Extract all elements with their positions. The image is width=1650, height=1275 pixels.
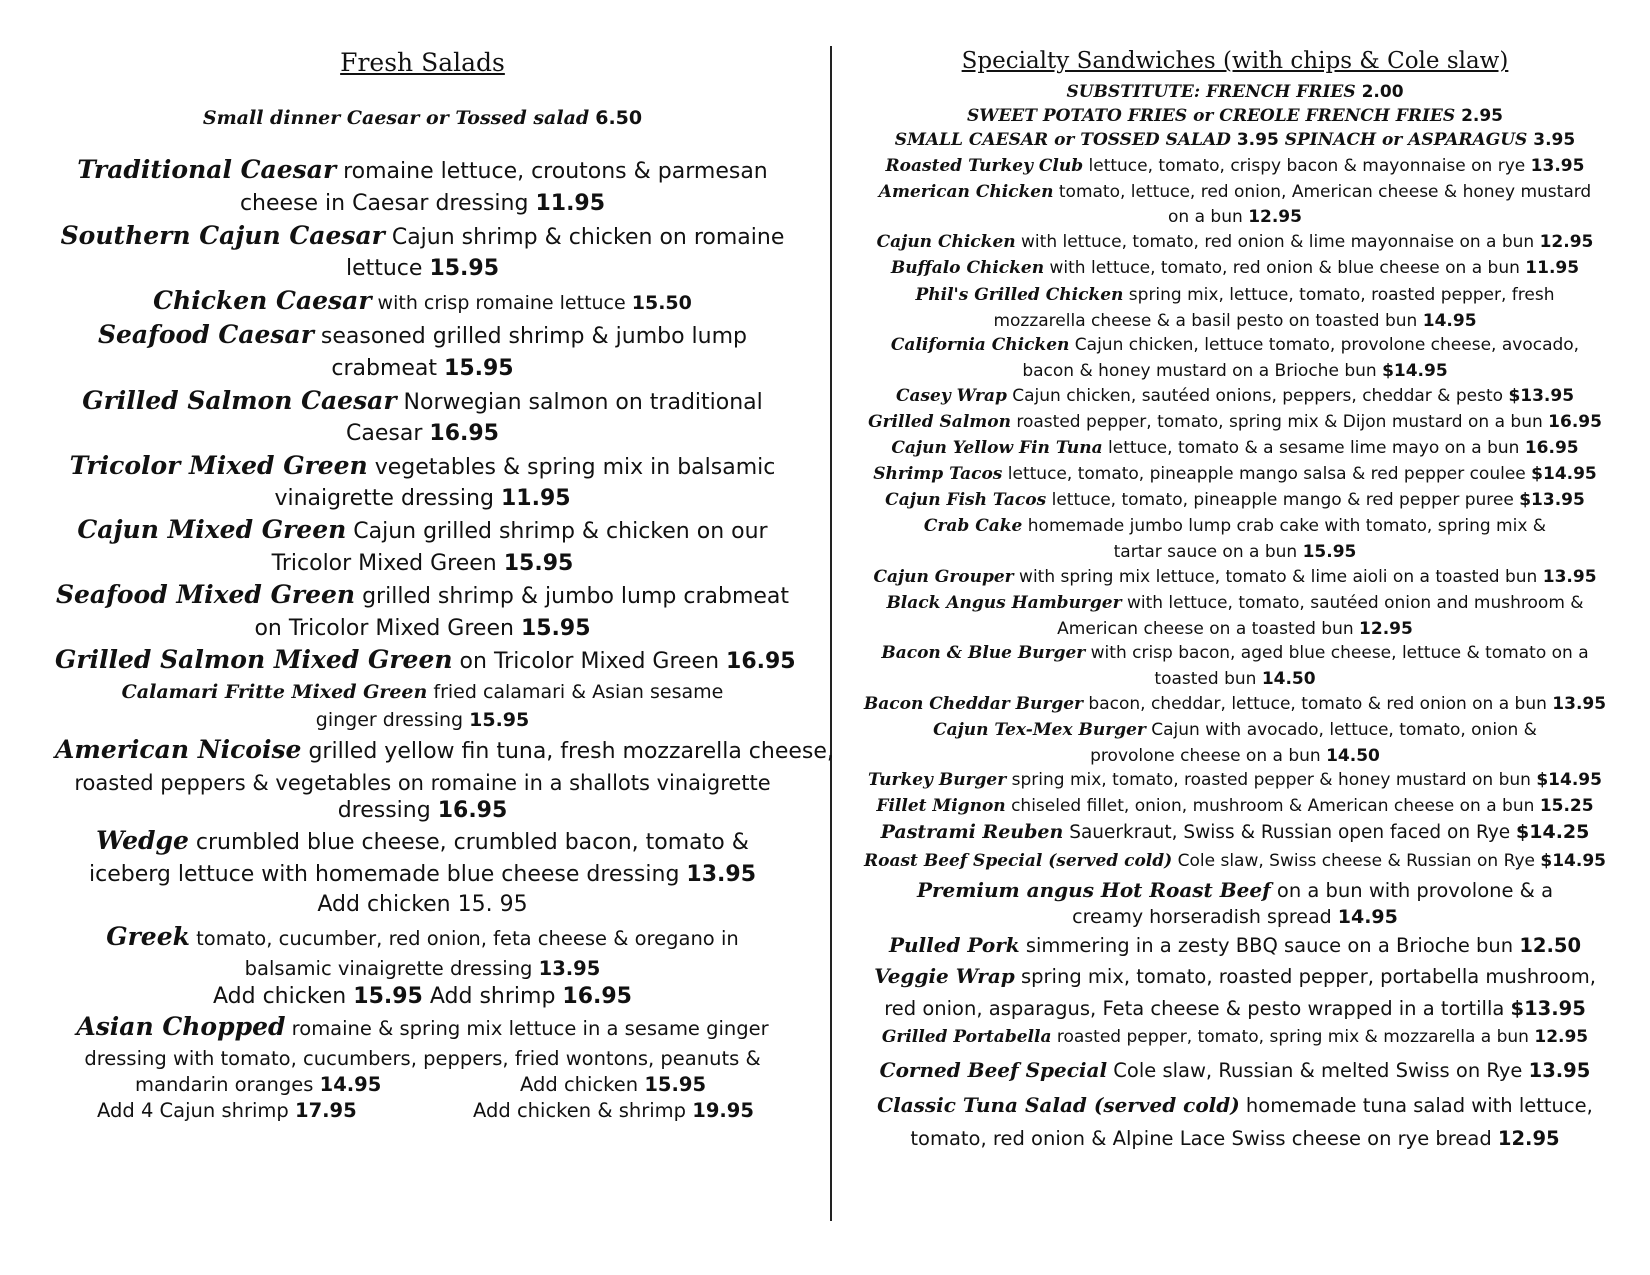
- item-price: 14.50: [1261, 669, 1316, 689]
- item-price: 12.50: [1519, 934, 1582, 957]
- menu-item-cont: cheese in Caesar dressing 11.95: [239, 191, 606, 216]
- item-name: Pastrami Reuben: [880, 821, 1064, 843]
- menu-item: Grilled Portabella roasted pepper, tomato, spring mix & mozzarella a bun 12.95: [881, 1027, 1589, 1047]
- item-name: Shrimp Tacos: [873, 464, 1003, 484]
- item-name: American Chicken: [878, 182, 1054, 202]
- item-name: Roast Beef Special (served cold): [864, 851, 1173, 871]
- item-price: 15.50: [631, 292, 692, 314]
- menu-item-cont: dressing 16.95: [337, 798, 508, 823]
- item-name: Casey Wrap: [895, 386, 1007, 406]
- item-name: Cajun Fish Tacos: [885, 490, 1047, 510]
- item-price: 14.95: [1422, 311, 1477, 331]
- menu-item: Shrimp Tacos lettuce, tomato, pineapple mango salsa & red pepper coulee $14.95: [873, 464, 1597, 484]
- item-price: 12.95: [1248, 207, 1302, 227]
- item-name: Fillet Mignon: [876, 796, 1006, 816]
- menu-item: Phil's Grilled Chicken spring mix, lettuce, tomato, roasted pepper, fresh: [915, 285, 1555, 305]
- menu-item: Cajun Yellow Fin Tuna lettuce, tomato & a sesame lime mayo on a bun 16.95: [891, 438, 1579, 458]
- menu-item: Grilled Salmon roasted pepper, tomato, spring mix & Dijon mustard on a bun 16.95: [868, 412, 1602, 432]
- item-price: 16.95: [429, 421, 499, 446]
- menu-item: Grilled Salmon Mixed Green on Tricolor Mixed Green 16.95: [55, 645, 796, 674]
- item-price: 13.95: [1528, 1059, 1591, 1082]
- item-price: $13.95: [1510, 997, 1586, 1020]
- menu-item: Buffalo Chicken with lettuce, tomato, red onion & blue cheese on a bun 11.95: [890, 258, 1580, 278]
- item-name: Cajun Yellow Fin Tuna: [891, 438, 1103, 458]
- item-name: Grilled Portabella: [881, 1027, 1052, 1047]
- menu-item: Cajun Grouper with spring mix lettuce, tomato & lime aioli on a toasted bun 13.95: [873, 567, 1597, 587]
- menu-item: Cajun Tex-Mex Burger Cajun with avocado, lettuce, tomato, onion &: [933, 720, 1537, 740]
- item-price: 12.95: [1534, 1027, 1589, 1047]
- item-price: $14.95: [1382, 361, 1448, 381]
- menu-item: California Chicken Cajun chicken, lettuce tomato, provolone cheese, avocado,: [890, 335, 1580, 355]
- menu-item: [55, 155, 790, 187]
- item-name: Veggie Wrap: [874, 964, 1015, 988]
- item-price: 14.50: [1326, 746, 1380, 766]
- menu-item-cont: American cheese on a toasted bun 12.95: [1057, 619, 1413, 639]
- add-on-line: Add chicken 15.95 Add shrimp 16.95: [212, 984, 632, 1009]
- item-price: 15.95: [469, 709, 530, 731]
- item-name: Corned Beef Special: [879, 1058, 1108, 1082]
- menu-item-cont: lettuce 15.95: [345, 256, 500, 281]
- item-price: 13.95: [1552, 694, 1607, 714]
- menu-item-cont: toasted bun 14.50: [1154, 669, 1316, 689]
- item-price: 16.95: [726, 649, 796, 674]
- item-name: Bacon Cheddar Burger: [863, 694, 1083, 714]
- item-price: 11.95: [535, 191, 606, 216]
- item-price: 12.95: [1359, 619, 1413, 639]
- menu-item: Black Angus Hamburger with lettuce, tomato, sautéed onion and mushroom &: [886, 593, 1584, 613]
- menu-item-cont: on a bun 12.95: [1168, 207, 1302, 227]
- item-name: Buffalo Chicken: [890, 258, 1045, 278]
- menu-item-cont: iceberg lettuce with homemade blue cheese dressing 13.95: [88, 862, 757, 887]
- menu-item: Asian Chopped romaine & spring mix lettuce in a sesame ginger: [76, 1012, 769, 1041]
- menu-item-cont: balsamic vinaigrette dressing 13.95: [244, 957, 601, 980]
- add-on-line: Add chicken 15. 95: [317, 892, 528, 917]
- item-price: 13.95: [686, 862, 757, 887]
- item-name: Seafood Caesar: [97, 320, 314, 349]
- item-price: 15.25: [1539, 796, 1594, 816]
- item-name: Grilled Salmon: [868, 412, 1011, 432]
- menu-item: Tricolor Mixed Green vegetables & spring mix in balsamic: [69, 451, 776, 480]
- menu-item: Cajun Fish Tacos lettuce, tomato, pineapple mango & red pepper puree $13.95: [885, 490, 1585, 510]
- menu-item-cont: ginger dressing 15.95: [315, 709, 530, 731]
- menu-item: Chicken Caesar with crisp romaine lettuce 15.50: [153, 286, 692, 315]
- item-name: Tricolor Mixed Green: [69, 451, 368, 480]
- item-price: 11.95: [1525, 258, 1580, 278]
- column-divider: [830, 46, 832, 1221]
- item-price: 13.95: [1542, 567, 1597, 587]
- item-name: Wedge: [96, 826, 189, 855]
- menu-item: American Chicken tomato, lettuce, red onion, American cheese & honey mustard: [878, 182, 1592, 202]
- menu-item: Cajun Chicken with lettuce, tomato, red onion & lime mayonnaise on a bun 12.95: [876, 232, 1594, 252]
- item-name: Classic Tuna Salad (served cold): [877, 1093, 1240, 1117]
- item-name: Cajun Tex-Mex Burger: [933, 720, 1146, 740]
- menu-item: Southern Cajun Caesar Cajun shrimp & chicken on romaine: [60, 221, 785, 250]
- add-on-chicken: Add chicken 15.95: [520, 1073, 707, 1096]
- item-name: Traditional Caesar: [77, 155, 337, 184]
- menu-item-cont: crabmeat 15.95: [331, 356, 514, 381]
- add-on-shrimp: Add 4 Cajun shrimp 17.95: [97, 1099, 357, 1122]
- menu-item: Cajun Mixed Green Cajun grilled shrimp & chicken on our: [77, 515, 768, 544]
- item-name: Cajun Chicken: [876, 232, 1016, 252]
- item-price: 12.95: [1497, 1127, 1560, 1150]
- item-name: Premium angus Hot Roast Beef: [916, 878, 1271, 902]
- menu-item: Greek tomato, cucumber, red onion, feta cheese & oregano in: [106, 922, 739, 951]
- menu-item-cont: mandarin oranges 14.95: [135, 1073, 382, 1096]
- item-price: 13.95: [1530, 156, 1585, 176]
- menu-item-cont: mozzarella cheese & a basil pesto on toasted bun 14.95: [993, 311, 1477, 331]
- item-price: 15.95: [503, 551, 574, 576]
- menu-item-cont: red onion, asparagus, Feta cheese & pesto wrapped in a tortilla $13.95: [884, 997, 1586, 1020]
- item-name: Grilled Salmon Mixed Green: [55, 645, 453, 674]
- item-name: California Chicken: [890, 335, 1070, 355]
- menu-item: Roast Beef Special (served cold) Cole slaw, Swiss cheese & Russian on Rye $14.95: [864, 851, 1606, 871]
- item-name: Pulled Pork: [888, 933, 1020, 957]
- item-name: Bacon & Blue Burger: [881, 643, 1086, 663]
- item-price: 16.95: [1524, 438, 1579, 458]
- menu-item-cont: Tricolor Mixed Green 15.95: [271, 551, 574, 576]
- menu-item-cont: tartar sauce on a bun 15.95: [1113, 542, 1357, 562]
- substitute-sweet: SWEET POTATO FRIES or CREOLE FRENCH FRIES 2.95: [966, 106, 1504, 126]
- menu-item: Pulled Pork simmering in a zesty BBQ sauce on a Brioche bun 12.50: [888, 933, 1582, 957]
- item-name: Asian Chopped: [76, 1012, 286, 1041]
- item-name: Turkey Burger: [868, 770, 1007, 790]
- item-price: 16.95: [437, 798, 508, 823]
- item-price: $14.95: [1536, 770, 1602, 790]
- menu-item: Turkey Burger spring mix, tomato, roasted pepper & honey mustard on bun $14.95: [868, 770, 1602, 790]
- item-price: 16.95: [1548, 412, 1602, 432]
- add-on-chicken-shrimp: Add chicken & shrimp 19.95: [473, 1099, 754, 1122]
- menu-item: Seafood Mixed Green grilled shrimp & jumbo lump crabmeat: [55, 580, 790, 609]
- menu-item: Pastrami Reuben Sauerkraut, Swiss & Russian open faced on Rye $14.25: [880, 821, 1590, 843]
- menu-item-cont: roasted peppers & vegetables on romaine in a shallots vinaigrette: [74, 771, 771, 795]
- menu-item: Bacon Cheddar Burger bacon, cheddar, lettuce, tomato & red onion on a bun 13.95: [863, 694, 1607, 714]
- item-name: Phil's Grilled Chicken: [915, 285, 1124, 305]
- item-name: Grilled Salmon Caesar: [82, 386, 397, 415]
- menu-item-cont: provolone cheese on a bun 14.50: [1090, 746, 1380, 766]
- item-name: Crab Cake: [923, 516, 1023, 536]
- section-title: Specialty Sandwiches (with chips & Cole slaw): [961, 48, 1509, 74]
- menu-item: Seafood Caesar seasoned grilled shrimp & jumbo lump: [97, 320, 748, 349]
- menu-item-cont: Caesar 16.95: [346, 421, 499, 446]
- item-price: 15.95: [444, 356, 514, 381]
- section-title: Fresh Salads: [340, 48, 505, 77]
- item-price: 11.95: [500, 486, 571, 511]
- menu-item: Casey Wrap Cajun chicken, sautéed onions, peppers, cheddar & pesto $13.95: [895, 386, 1575, 406]
- item-price: 15.95: [1302, 542, 1357, 562]
- menu-item-cont: vinaigrette dressing 11.95: [274, 486, 571, 511]
- menu-item-cont: creamy horseradish spread 14.95: [1072, 906, 1398, 928]
- menu-item: Roasted Turkey Club lettuce, tomato, crispy bacon & mayonnaise on rye 13.95: [885, 156, 1585, 176]
- item-price: 12.95: [1539, 232, 1594, 252]
- item-name: Chicken Caesar: [153, 286, 372, 315]
- item-price: $14.95: [1531, 464, 1597, 484]
- menu-item-cont: dressing with tomato, cucumbers, peppers, fried wontons, peanuts &: [84, 1047, 761, 1070]
- item-name: Black Angus Hamburger: [886, 593, 1122, 613]
- item-price: $14.95: [1540, 851, 1606, 871]
- menu-item: Fillet Mignon chiseled fillet, onion, mushroom & American cheese on a bun 15.25: [876, 796, 1594, 816]
- small-salad-line: Small dinner Caesar or Tossed salad 6.50: [202, 107, 643, 129]
- menu-item: Wedge crumbled blue cheese, crumbled bacon, tomato &: [96, 826, 749, 855]
- item-price: 14.95: [1337, 906, 1398, 928]
- menu-item: Corned Beef Special Cole slaw, Russian & melted Swiss on Rye 13.95: [879, 1058, 1591, 1082]
- menu-item: Classic Tuna Salad (served cold) homemade tuna salad with lettuce,: [877, 1093, 1593, 1117]
- item-desc: romaine lettuce, croutons & parmesan: [343, 159, 768, 184]
- menu-item: Premium angus Hot Roast Beef on a bun with provolone & a: [916, 878, 1554, 902]
- menu-item: Crab Cake homemade jumbo lump crab cake with tomato, spring mix &: [923, 516, 1547, 536]
- menu-item-cont: tomato, red onion & Alpine Lace Swiss cheese on rye bread 12.95: [910, 1127, 1560, 1150]
- menu-item: Veggie Wrap spring mix, tomato, roasted pepper, portabella mushroom,: [874, 964, 1596, 988]
- item-name: Seafood Mixed Green: [55, 580, 356, 609]
- item-name: Calamari Fritte Mixed Green: [121, 681, 428, 703]
- item-name: Roasted Turkey Club: [885, 156, 1084, 176]
- item-name: Greek: [106, 922, 190, 951]
- substitute-fries: SUBSTITUTE: FRENCH FRIES 2.00: [1066, 82, 1404, 102]
- menu-item: Calamari Fritte Mixed Green fried calamari & Asian sesame: [121, 681, 724, 703]
- substitute-salad: SMALL CAESAR or TOSSED SALAD 3.95 SPINACH or ASPARAGUS 3.95: [894, 130, 1576, 150]
- item-price: 15.95: [429, 256, 500, 281]
- item-price: 15.95: [520, 616, 591, 641]
- menu-item: American Nicoise grilled yellow fin tuna, fresh mozzarella cheese,: [55, 735, 834, 764]
- menu-item: Bacon & Blue Burger with crisp bacon, aged blue cheese, lettuce & tomato on a: [881, 643, 1589, 663]
- item-price: $14.25: [1516, 821, 1590, 843]
- menu-item-cont: bacon & honey mustard on a Brioche bun $14.95: [1022, 361, 1448, 381]
- item-name: Cajun Mixed Green: [77, 515, 347, 544]
- item-price: $13.95: [1508, 386, 1575, 406]
- item-name: Southern Cajun Caesar: [60, 221, 385, 250]
- item-price: 14.95: [319, 1073, 382, 1096]
- item-price: $13.95: [1519, 490, 1585, 510]
- item-name: Cajun Grouper: [873, 567, 1014, 587]
- item-name: American Nicoise: [55, 735, 302, 764]
- item-price: 13.95: [538, 957, 601, 980]
- menu-item: Grilled Salmon Caesar Norwegian salmon on traditional: [82, 386, 763, 415]
- menu-item-cont: on Tricolor Mixed Green 15.95: [254, 616, 591, 641]
